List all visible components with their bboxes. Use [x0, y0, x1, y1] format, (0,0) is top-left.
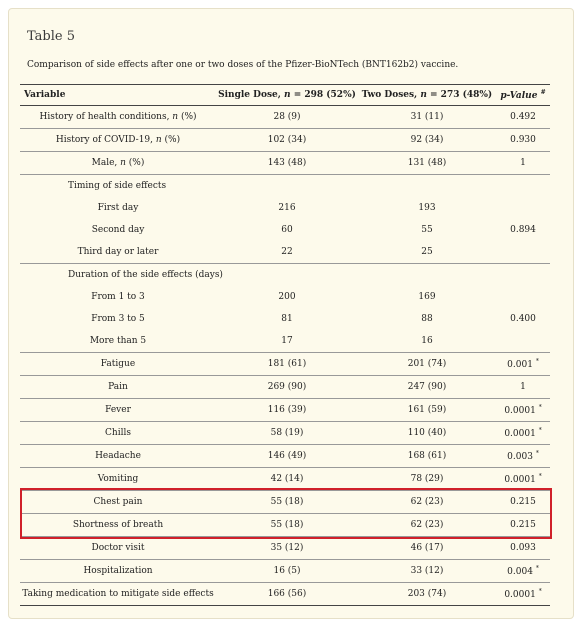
table-row: [20, 491, 550, 514]
pvalue-cell: [496, 537, 550, 560]
two-doses-cell: 78 (29): [358, 468, 496, 491]
table-row: [20, 219, 550, 241]
two-doses-cell: 201 (74): [358, 353, 496, 376]
pvalue-text: 0.215: [510, 497, 536, 507]
pvalue-text: 0.400: [510, 314, 536, 324]
pvalue-text: 0.894: [510, 225, 536, 235]
single-dose-cell: 35 (12): [216, 537, 358, 560]
single-dose-cell: 143 (48): [216, 152, 358, 175]
two-doses-cell: 169: [418, 292, 436, 302]
header-pvalue: [496, 85, 550, 106]
variable-cell: First day: [97, 203, 139, 213]
significance-mark: *: [535, 565, 539, 572]
pvalue-cell: [496, 422, 550, 445]
group-label: Duration of the side effects (days): [68, 270, 223, 280]
table-row: [20, 330, 550, 353]
variable-cell: Taking medication to mitigate side effects: [20, 583, 216, 606]
header-two-doses-text: Two Doses, n = 273 (48%): [361, 90, 493, 100]
variable-cell: Third day or later: [20, 241, 216, 264]
variable-cell: History of COVID-19, n (%): [20, 129, 216, 152]
variable-cell: History of health conditions, n (%): [20, 106, 216, 129]
variable-cell: Fatigue: [20, 353, 216, 376]
two-doses-cell: 62 (23): [358, 514, 496, 537]
single-dose-cell: 42 (14): [216, 468, 358, 491]
two-doses-cell: 55: [421, 225, 433, 235]
table-row: [20, 560, 550, 583]
pvalue-cell: [496, 583, 550, 606]
table-row: [20, 583, 550, 606]
header-pvalue-mark: #: [540, 89, 546, 96]
table-title: Table 5: [27, 29, 75, 44]
pvalue-text: 0.093: [510, 543, 536, 553]
table-row: [20, 353, 550, 376]
pvalue-cell: [496, 445, 550, 468]
two-doses-cell: 247 (90): [358, 376, 496, 399]
single-dose-cell: 55 (18): [216, 514, 358, 537]
pvalue-cell: [496, 560, 550, 583]
two-doses-cell: 168 (61): [358, 445, 496, 468]
variable-cell: Headache: [20, 445, 216, 468]
table-row: [20, 129, 550, 152]
table-row: [20, 152, 550, 175]
two-doses-cell: 46 (17): [358, 537, 496, 560]
single-dose-cell: 200: [278, 292, 296, 302]
pvalue-text: 0.0001: [504, 429, 536, 439]
single-dose-cell: 216: [278, 203, 296, 213]
table-row: [20, 376, 550, 399]
table-row: [20, 106, 550, 129]
header-pvalue-text: p-Value: [500, 91, 538, 101]
variable-cell: Hospitalization: [20, 560, 216, 583]
pvalue-cell: [496, 491, 550, 514]
header-variable: Variable: [20, 85, 216, 106]
pvalue-text: 0.004: [507, 567, 533, 577]
single-dose-cell: 81: [281, 314, 293, 324]
pvalue-cell: [496, 376, 550, 399]
two-doses-cell: 203 (74): [358, 583, 496, 606]
significance-mark: *: [535, 358, 539, 365]
table-row: [20, 445, 550, 468]
pvalue-cell: [496, 197, 550, 264]
pvalue-text: 0.001: [507, 360, 533, 370]
two-doses-cell: 131 (48): [358, 152, 496, 175]
side-effects-table: [20, 84, 550, 606]
single-dose-cell: 102 (34): [216, 129, 358, 152]
single-dose-cell: 17: [216, 330, 358, 353]
significance-mark: *: [538, 427, 542, 434]
single-dose-cell: 166 (56): [216, 583, 358, 606]
group-label: Timing of side effects: [68, 181, 167, 191]
two-doses-cell: 92 (34): [358, 129, 496, 152]
pvalue-text: 1: [520, 158, 526, 168]
single-dose-cell: 181 (61): [216, 353, 358, 376]
single-dose-cell: 55 (18): [216, 491, 358, 514]
pvalue-cell: [496, 514, 550, 537]
variable-cell: Shortness of breath: [20, 514, 216, 537]
pvalue-cell: [496, 353, 550, 376]
table-body: [20, 106, 550, 606]
single-dose-cell: 146 (49): [216, 445, 358, 468]
group-header-row: [20, 264, 550, 287]
variable-cell: From 3 to 5: [91, 314, 145, 324]
two-doses-cell: 33 (12): [358, 560, 496, 583]
two-doses-cell: 88: [421, 314, 433, 324]
two-doses-cell: 193: [418, 203, 436, 213]
single-dose-cell: 58 (19): [216, 422, 358, 445]
table-row: [20, 308, 550, 330]
pvalue-text: 0.492: [510, 112, 536, 122]
table-row: [20, 197, 550, 219]
single-dose-cell: 28 (9): [216, 106, 358, 129]
table-row: [20, 422, 550, 445]
two-doses-cell: 25: [358, 241, 496, 264]
variable-cell: Male, n (%): [20, 152, 216, 175]
variable-cell: Second day: [91, 225, 145, 235]
variable-cell: Chills: [20, 422, 216, 445]
table-row: [20, 537, 550, 560]
variable-cell: Fever: [20, 399, 216, 422]
pvalue-cell: [496, 152, 550, 175]
variable-cell: More than 5: [20, 330, 216, 353]
header-two-doses: [358, 85, 496, 106]
table-caption: Comparison of side effects after one or two doses of the Pfizer-BioNTech (BNT162b2) vaccine.: [27, 60, 459, 70]
pvalue-text: 0.0001: [504, 406, 536, 416]
pvalue-cell: [496, 468, 550, 491]
variable-cell: Vomiting: [20, 468, 216, 491]
header-row: [20, 85, 550, 106]
single-dose-cell: 269 (90): [216, 376, 358, 399]
header-single-dose: [216, 85, 358, 106]
variable-cell: Chest pain: [20, 491, 216, 514]
group-header-row: [20, 175, 550, 198]
two-doses-cell: 161 (59): [358, 399, 496, 422]
variable-cell: Doctor visit: [20, 537, 216, 560]
pvalue-cell: [496, 399, 550, 422]
variable-cell: From 1 to 3: [91, 292, 145, 302]
significance-mark: *: [538, 404, 542, 411]
single-dose-cell: 116 (39): [216, 399, 358, 422]
two-doses-cell: 110 (40): [358, 422, 496, 445]
table-row: [20, 514, 550, 537]
header-single-dose-text: Single Dose, n = 298 (52%): [218, 90, 356, 100]
two-doses-cell: 16: [358, 330, 496, 353]
single-dose-cell: 16 (5): [216, 560, 358, 583]
single-dose-cell: 60: [281, 225, 293, 235]
pvalue-cell: [496, 129, 550, 152]
pvalue-text: 1: [520, 382, 526, 392]
two-doses-cell: 31 (11): [358, 106, 496, 129]
two-doses-cell: 62 (23): [358, 491, 496, 514]
significance-mark: *: [535, 450, 539, 457]
significance-mark: *: [538, 473, 542, 480]
pvalue-text: 0.003: [507, 452, 533, 462]
variable-cell: Pain: [20, 376, 216, 399]
table-row: [20, 399, 550, 422]
pvalue-text: 0.0001: [504, 590, 536, 600]
significance-mark: *: [538, 588, 542, 595]
table-row: [20, 286, 550, 308]
pvalue-cell: [496, 106, 550, 129]
pvalue-text: 0.215: [510, 520, 536, 530]
pvalue-text: 0.930: [510, 135, 536, 145]
single-dose-cell: 22: [216, 241, 358, 264]
table-row: [20, 241, 550, 264]
pvalue-cell: [496, 286, 550, 353]
table-row: [20, 468, 550, 491]
pvalue-text: 0.0001: [504, 475, 536, 485]
